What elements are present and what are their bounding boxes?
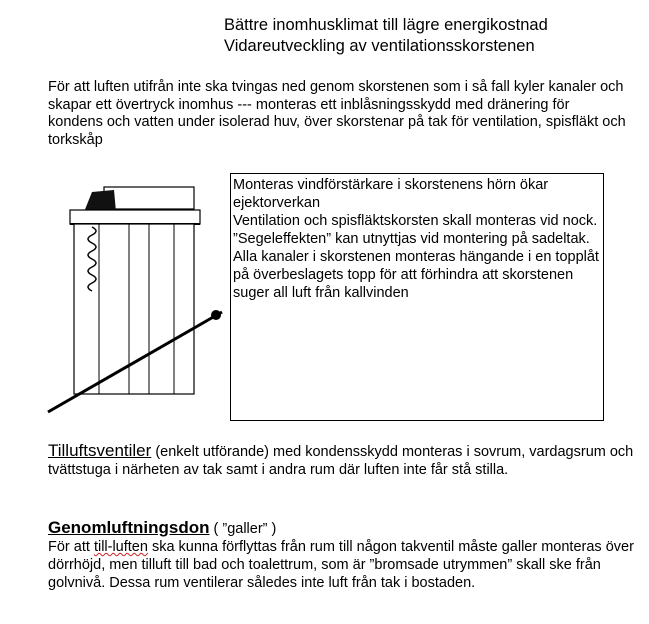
intro-paragraph: För att luften utifrån inte ska tvingas ned genom skorstenen som i så fall kyler kanaler och skapar ett övertryck inomhus --- monteras ett inblåsningsskydd med dränering för kondens och vatten under isolerad huv, över skorstenar på tak för ventilation, spisfläkt och torkskåp	[48, 79, 626, 148]
genomluft-heading: Genomluftningsdon	[48, 518, 210, 537]
text-segment: ska kunna förflyttas från rum till någon takventil måste galler monteras över dörrhöjd, men tilluft till bad och toalettrum, som är ”bromsade utrymmen” skall ske från golvnivå. Dessa rum ventilerar således inte luft från tak i bostaden.	[48, 539, 634, 591]
spellcheck-word: till-luften	[93, 539, 148, 555]
tilluft-heading: Tilluftsventiler	[48, 441, 152, 460]
title-line-1: Bättre inomhusklimat till lägre energikostnad	[224, 16, 548, 34]
genomluft-section	[48, 519, 638, 592]
title-block	[224, 15, 548, 57]
callout-box	[230, 173, 604, 421]
callout-line: Alla kanaler i skorstenen monteras hängande i en topplåt på överbeslagets topp för att förhindra att skorstenen suger all luft från kallvinden	[233, 249, 599, 301]
genomluft-text	[48, 538, 638, 592]
tilluft-section	[48, 442, 638, 479]
callout-line: Monteras vindförstärkare i skorstenens hörn ökar ejektorverkan	[233, 177, 549, 211]
callout-line: ”Segeleffekten” kan utnyttjas vid montering på sadeltak.	[233, 231, 590, 247]
text-segment: För att	[48, 539, 94, 555]
chimney-sketch	[44, 182, 234, 422]
tilluft-text: (enkelt utförande) med kondensskydd monteras i sovrum, vardagsrum och tvättstuga i närheten av tak samt i andra rum där luften inte får stå stilla.	[48, 444, 634, 478]
title-line-2: Vidareutveckling av ventilationsskorstenen	[224, 37, 535, 55]
callout-line: Ventilation och spisfläktskorsten skall monteras vid nock.	[233, 213, 598, 229]
genomluft-subheading: ( ”galler” )	[209, 521, 277, 537]
